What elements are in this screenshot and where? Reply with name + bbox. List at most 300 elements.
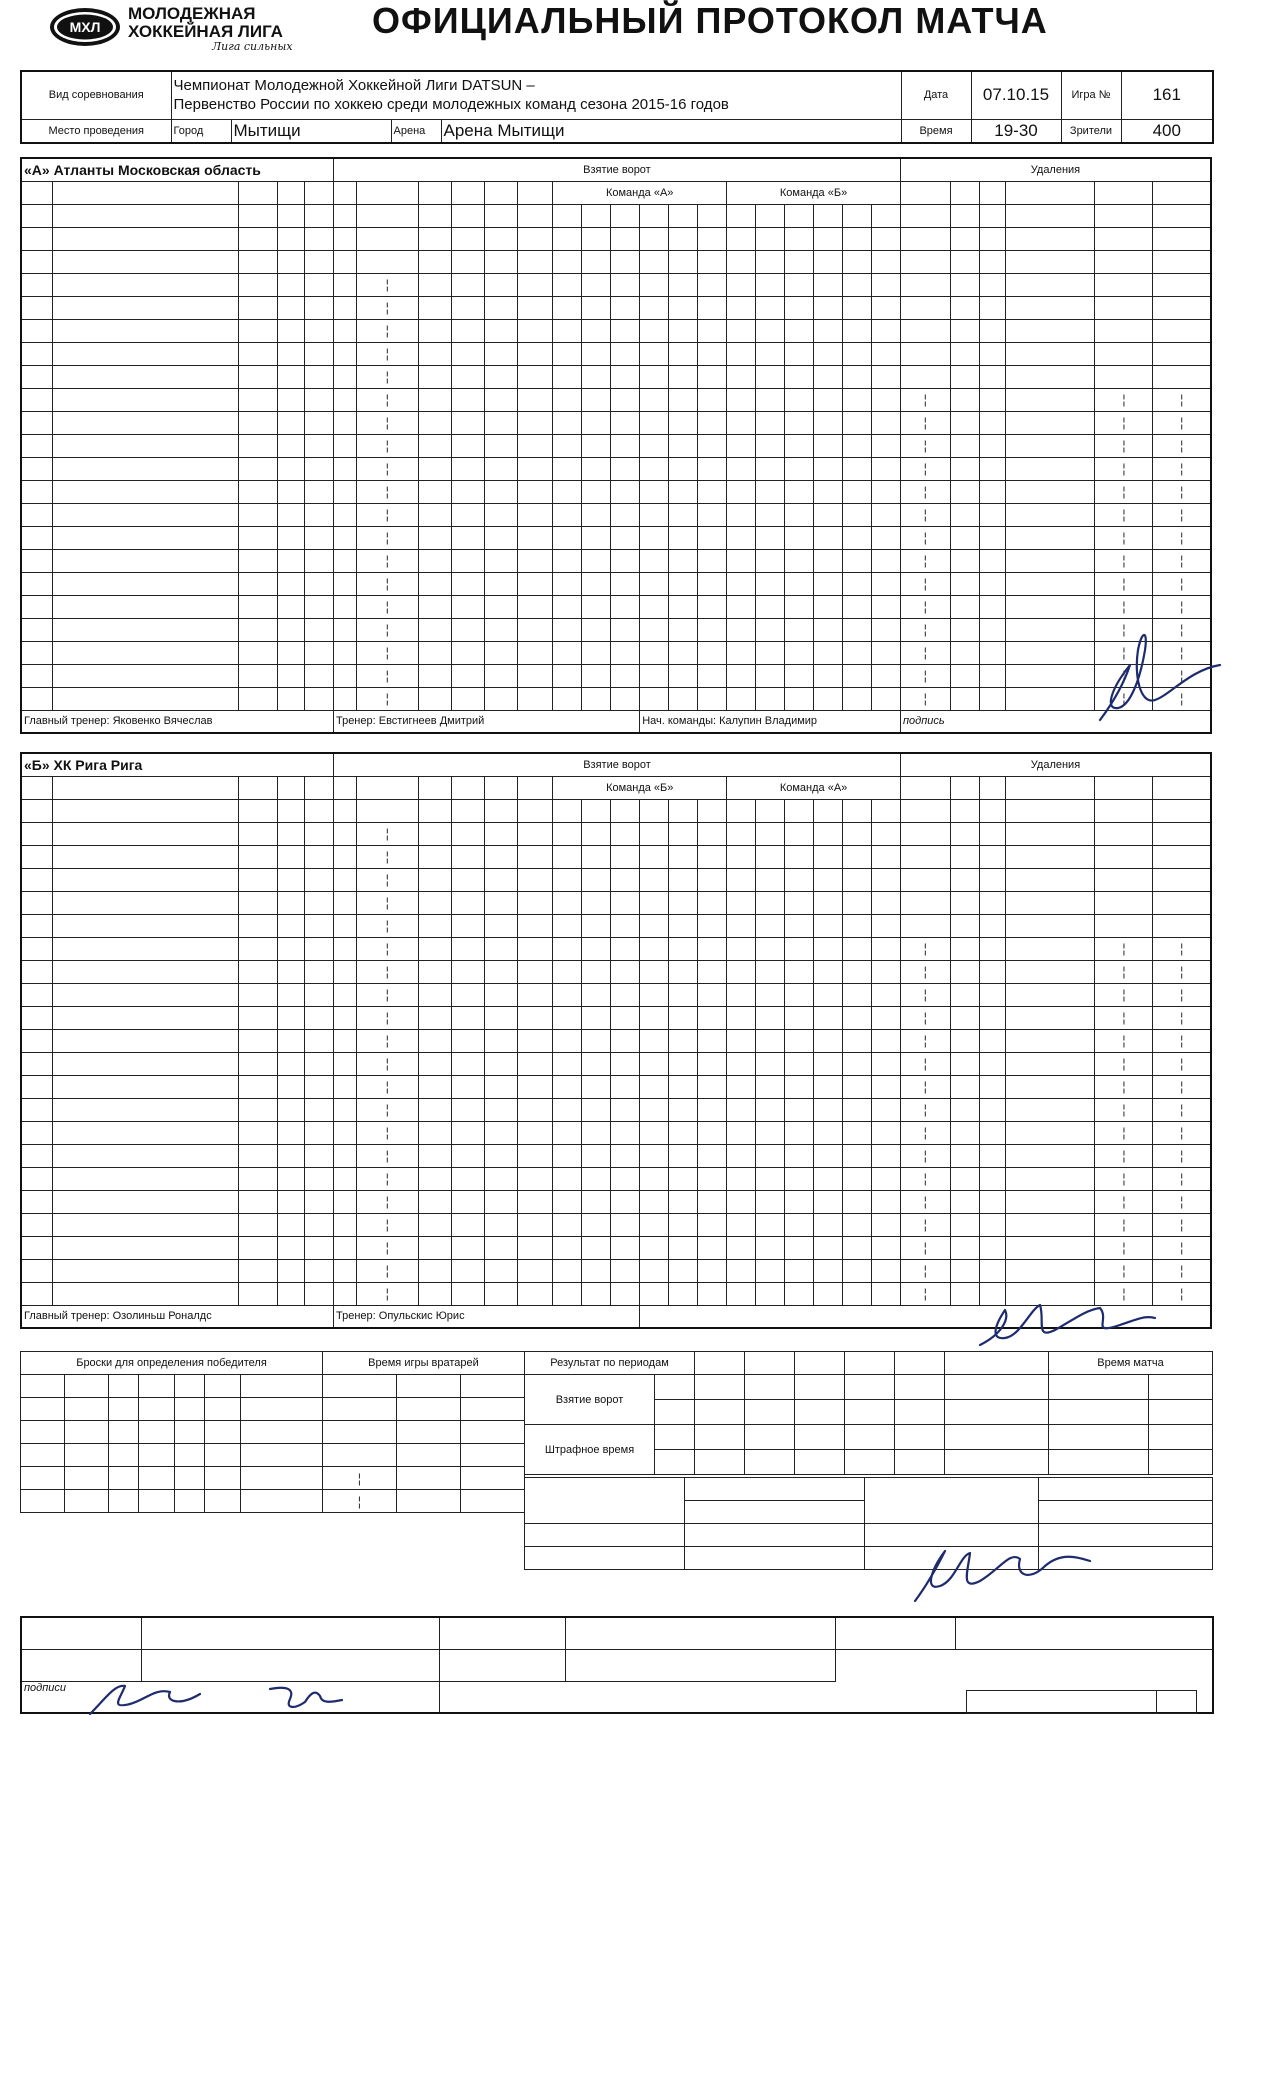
competition-line1: Чемпионат Молодежной Хоккейной Лиги DATSUN – (173, 77, 535, 95)
teamA.goals.1.a2 (485, 227, 518, 250)
col-own-team: Команда «А» (553, 181, 727, 204)
teamA.cols.no (21, 181, 52, 204)
teamB.players.6.no (21, 937, 52, 960)
teamA.pens.4.v (1006, 296, 1095, 319)
teamB.goals.0.own.4 (669, 799, 698, 822)
teamA.players.3.pos (278, 273, 305, 296)
teamA.players.10.name (52, 434, 238, 457)
summary.shootout.cols.4 (175, 1375, 205, 1398)
city: Мытищи (231, 119, 391, 143)
teamA.players.3.play (304, 273, 333, 296)
teamA.goals.1.opp.4 (842, 227, 871, 250)
summary.refs.remarks_label (967, 1691, 1157, 1714)
teamA.players.18.no (21, 618, 52, 641)
pim-label: Штрафное время (525, 1425, 655, 1475)
teamA.goals.1.t (356, 227, 418, 250)
summary.refs.inspector (955, 1617, 1213, 1649)
summary.officials.timekeeper_label (525, 1547, 685, 1570)
summary.periods.goalsA.1 (745, 1375, 795, 1400)
teamA.goals.2.n (333, 250, 356, 273)
player-row: ¦ ¦ ¦ ¦ (21, 526, 1211, 549)
teamA-goals-title: Взятие ворот (333, 158, 900, 181)
teamA.goals.0.own.3 (640, 204, 669, 227)
teamA.players.19.ka (238, 641, 277, 664)
signature-team-b (960, 1280, 1160, 1360)
player-row: ¦ ¦ ¦ ¦ (21, 434, 1211, 457)
summary.shootout.cols.0 (21, 1375, 65, 1398)
teamB.players.13.name (52, 1098, 238, 1121)
teamB.goals.0.opp.2 (785, 799, 814, 822)
teamB.players.16.name (52, 1167, 238, 1190)
teamA.pens.7.t (900, 365, 950, 388)
teamB.pens.4.min (979, 891, 1006, 914)
player-row: ¦ ¦ ¦ ¦ (21, 503, 1211, 526)
teamB.players.21.play (304, 1282, 333, 1305)
summary.periods.goalsB.3 (845, 1400, 895, 1425)
player-row (21, 250, 1211, 273)
teamA.pens.3.no (950, 273, 979, 296)
arena-label: Арена (391, 119, 441, 143)
teamB.players.16.pos (278, 1167, 305, 1190)
teamB.pens.1.v (1006, 822, 1095, 845)
teamA.pens.0.min (979, 204, 1006, 227)
teamA.players.20.ka (238, 664, 277, 687)
teamB-title: «Б» ХК Рига Рига (21, 753, 334, 776)
teamA.players.6.play (304, 342, 333, 365)
teamB.goals.0.a1 (451, 799, 484, 822)
summary.periods.goalsB.5 (945, 1400, 1049, 1425)
summary.periods.pimB.4 (895, 1450, 945, 1475)
player-row: ¦ ¦ ¦ ¦ (21, 480, 1211, 503)
teamB.goals.0.own.3 (640, 799, 669, 822)
teamB.players.0.pos (278, 799, 305, 822)
teamB.players.5.ka (238, 914, 277, 937)
player-row: ¦ (21, 273, 1211, 296)
teamB.players.10.name (52, 1029, 238, 1052)
summary-section (20, 1351, 1212, 1611)
teamB.players.15.no (21, 1144, 52, 1167)
city-label: Город (171, 119, 231, 143)
teamB.players.20.no (21, 1259, 52, 1282)
summary.officials.informer (685, 1524, 865, 1547)
summary.periods.pimB.1 (745, 1450, 795, 1475)
teamB.goals.0.own.1 (582, 799, 611, 822)
teamB.players.21.pos (278, 1282, 305, 1305)
teamA.cols.a2 (485, 181, 518, 204)
player-row: ¦ ¦ ¦ ¦ (21, 1144, 1211, 1167)
teamA.cols.time (356, 181, 418, 204)
player-row: ¦ (21, 891, 1211, 914)
teamB.players.17.pos (278, 1190, 305, 1213)
teamB.players.11.no (21, 1052, 52, 1075)
match-info-table (20, 70, 1214, 144)
teamA.players.5.pos (278, 319, 305, 342)
teamB.players.3.no (21, 868, 52, 891)
summary.periods.goalsB.0 (695, 1400, 745, 1425)
teamB.players.15.pos (278, 1144, 305, 1167)
summary.refs.line2 (565, 1649, 835, 1681)
teamB.players.8.pos (278, 983, 305, 1006)
teamB.players.11.play (304, 1052, 333, 1075)
teamA.players.17.name (52, 595, 238, 618)
teamA.players.12.play (304, 480, 333, 503)
teamB.goals.0.n (334, 799, 357, 822)
teamB.players.4.ka (238, 891, 277, 914)
teamA.players.7.ka (238, 365, 277, 388)
teamA.goals.1.is (518, 227, 553, 250)
match-time-table (1048, 1351, 1213, 1475)
teamB.players.3.pos (278, 868, 305, 891)
teamB.players.0.ka (238, 799, 277, 822)
teamB.goals.0.opp.5 (871, 799, 900, 822)
summary.mtime.toA_label (1049, 1425, 1149, 1450)
teamB.players.8.name (52, 983, 238, 1006)
teamA.cols.min (979, 181, 1006, 204)
teamA.pens.7.e (1153, 365, 1211, 388)
teamB.players.2.play (304, 845, 333, 868)
teamB.players.10.ka (238, 1029, 277, 1052)
teamA.cols.pno (950, 181, 979, 204)
summary.shootout.cols.2 (109, 1375, 139, 1398)
teamB.pens.2.v (1006, 845, 1095, 868)
teamB.pens.3.t (900, 868, 950, 891)
teamB.players.12.name (52, 1075, 238, 1098)
teamB.pens.4.e (1153, 891, 1211, 914)
player-row: ¦ ¦ ¦ ¦ (21, 983, 1211, 1006)
player-row: ¦ ¦ ¦ ¦ (21, 1190, 1211, 1213)
teamB.pens.4.t (900, 891, 950, 914)
teamB.cols.play (304, 776, 333, 799)
teamB.players.6.name (52, 937, 238, 960)
teamB.pens.2.no (950, 845, 979, 868)
player-row: ¦ ¦ ¦ ¦ (21, 641, 1211, 664)
teamA.players.19.pos (278, 641, 305, 664)
teamB-head-coach: Главный тренер: Озолиньш Роналдс (21, 1305, 334, 1328)
teamB.players.8.no (21, 983, 52, 1006)
teamA-sign-label: подпись (900, 710, 1211, 733)
teamA.goals.0.opp.1 (756, 204, 785, 227)
teamB.pens.5.t (900, 914, 950, 937)
teamB.cols.is (518, 776, 553, 799)
teamB.pens.4.s (1095, 891, 1153, 914)
teamB.players.7.ka (238, 960, 277, 983)
teamB.pens.2.e (1153, 845, 1211, 868)
player-row: ¦ (21, 822, 1211, 845)
summary.periods.goalsA.5 (945, 1375, 1049, 1400)
teamA.players.3.ka (238, 273, 277, 296)
summary.periods.pimB.0 (695, 1450, 745, 1475)
teamB-goals-title: Взятие ворот (334, 753, 901, 776)
summary.periods.teamA (655, 1425, 695, 1450)
teamB.pens.1.e (1153, 822, 1211, 845)
summary.officials.informer_label (525, 1524, 685, 1547)
teamA.players.9.name (52, 411, 238, 434)
summary.periods.pimB.2 (795, 1450, 845, 1475)
player-row: ¦ ¦ ¦ ¦ (21, 457, 1211, 480)
summary.goalie.rows.1.0 (323, 1421, 397, 1444)
teamA.players.17.ka (238, 595, 277, 618)
teamB.players.0.play (304, 799, 333, 822)
teamA.players.12.no (21, 480, 52, 503)
teamB.cols.ptime (900, 776, 950, 799)
summary.periods.cols.0 (695, 1352, 745, 1375)
teamA.goals.1.own.3 (640, 227, 669, 250)
teamB.players.7.play (304, 960, 333, 983)
shootout-table (20, 1351, 323, 1513)
teamA.pens.1.s (1095, 227, 1153, 250)
teamA.cols.n (333, 181, 356, 204)
teamB.goals.0.t (356, 799, 418, 822)
teamA.cols.g (418, 181, 451, 204)
teamA.players.12.pos (278, 480, 305, 503)
teamB.players.5.name (52, 914, 238, 937)
teamB.cols.g (418, 776, 451, 799)
teamA.goals.1.opp.1 (756, 227, 785, 250)
teamB.players.0.name (52, 799, 238, 822)
teamB.players.6.play (304, 937, 333, 960)
officials-table (524, 1477, 1213, 1570)
teamA.cols.play (304, 181, 333, 204)
teamB-protocol-table (20, 752, 1212, 1329)
teamA.goals.1.n (333, 227, 356, 250)
signature-secretary (900, 1531, 1100, 1611)
teamB.players.9.play (304, 1006, 333, 1029)
time-label: Время (901, 119, 971, 143)
teamB.players.12.pos (278, 1075, 305, 1098)
teamA.goals.2.opp.4 (842, 250, 871, 273)
signature-referees (70, 1674, 400, 1719)
teamA.players.6.no (21, 342, 52, 365)
summary.periods.pimA.3 (845, 1425, 895, 1450)
teamA.goals.2.own.1 (582, 250, 611, 273)
summary.goalie.cols.1 (397, 1375, 461, 1398)
teamB.players.1.name (52, 822, 238, 845)
teamA.players.17.pos (278, 595, 305, 618)
teamA.pens.0.no (950, 204, 979, 227)
teamA-protocol-table (20, 157, 1212, 734)
summary.periods.cols.2 (795, 1352, 845, 1375)
summary.periods.cols.4 (895, 1352, 945, 1375)
teamB.players.12.play (304, 1075, 333, 1098)
teamB.players.19.name (52, 1236, 238, 1259)
player-row: ¦ ¦ ¦ ¦ (21, 411, 1211, 434)
teamB.goals.0.g (418, 799, 451, 822)
referees-section (20, 1616, 1212, 1716)
summary.officials.pen_judge1 (1039, 1478, 1213, 1501)
teamA.pens.1.v (1006, 227, 1095, 250)
teamB.players.15.ka (238, 1144, 277, 1167)
teamA.players.11.name (52, 457, 238, 480)
teamA.players.5.no (21, 319, 52, 342)
venue-label: Место проведения (21, 119, 171, 143)
teamB.players.2.name (52, 845, 238, 868)
teamB.pens.5.v (1006, 914, 1095, 937)
teamA.players.17.play (304, 595, 333, 618)
player-row: ¦ ¦ ¦ ¦ (21, 1098, 1211, 1121)
teamA.pens.3.t (900, 273, 950, 296)
teamB.players.2.ka (238, 845, 277, 868)
summary.shootout.cols.1 (65, 1375, 109, 1398)
summary.refs.remarks (1157, 1691, 1197, 1714)
teamA.pens.0.e (1153, 204, 1211, 227)
teamA.players.2.ka (238, 250, 277, 273)
teamA.players.4.name (52, 296, 238, 319)
teamB.players.4.play (304, 891, 333, 914)
teamA.pens.2.v (1006, 250, 1095, 273)
teamA.players.9.no (21, 411, 52, 434)
teamA.goals.0.t (356, 204, 418, 227)
logo-text: МХЛ (69, 19, 101, 35)
player-row: ¦ ¦ ¦ ¦ (21, 1259, 1211, 1282)
goals-label: Взятие ворот (525, 1375, 655, 1425)
summary.officials.pen_judges_label (865, 1478, 1039, 1524)
teamA-team-chief: Нач. команды: Калупин Владимир (640, 710, 901, 733)
player-row: ¦ ¦ ¦ ¦ (21, 1052, 1211, 1075)
teamB.players.9.no (21, 1006, 52, 1029)
teamB.players.17.name (52, 1190, 238, 1213)
col-own-team: Команда «Б» (553, 776, 727, 799)
teamB.players.8.play (304, 983, 333, 1006)
teamB.pens.5.min (979, 914, 1006, 937)
player-row: ¦ ¦ ¦ ¦ (21, 572, 1211, 595)
teamB.goals.0.is (518, 799, 553, 822)
teamA.players.3.no (21, 273, 52, 296)
teamB.players.12.ka (238, 1075, 277, 1098)
teamB.players.6.ka (238, 937, 277, 960)
teamA.goals.2.opp.0 (727, 250, 756, 273)
teamA.pens.4.no (950, 296, 979, 319)
col-opp-team: Команда «А» (727, 776, 901, 799)
teamB.players.5.play (304, 914, 333, 937)
teamA.goals.1.a1 (451, 227, 484, 250)
teamB.players.13.pos (278, 1098, 305, 1121)
teamB.players.19.no (21, 1236, 52, 1259)
teamB.cols.pos (278, 776, 305, 799)
period-results-table (524, 1351, 1049, 1475)
teamA.goals.1.opp.5 (871, 227, 900, 250)
teamA.cols.is (518, 181, 553, 204)
teamA.pens.3.e (1153, 273, 1211, 296)
teamA.players.21.name (52, 687, 238, 710)
summary.mtime.end_label (1049, 1400, 1149, 1425)
teamB.players.11.ka (238, 1052, 277, 1075)
teamB.players.4.name (52, 891, 238, 914)
goalie-row (323, 1398, 525, 1421)
periods-title: Результат по периодам (525, 1352, 695, 1375)
summary.officials.goal_judge1 (685, 1478, 865, 1501)
summary.goalie.rows.0.0 (323, 1398, 397, 1421)
summary.periods.goalsB.1 (745, 1400, 795, 1425)
teamB.players.18.name (52, 1213, 238, 1236)
summary.periods.goalsB.4 (895, 1400, 945, 1425)
teamB.players.17.play (304, 1190, 333, 1213)
teamA.goals.0.opp.3 (814, 204, 843, 227)
teamB.players.13.no (21, 1098, 52, 1121)
teamB.cols.name (52, 776, 238, 799)
teamA.players.7.play (304, 365, 333, 388)
teamB.players.3.ka (238, 868, 277, 891)
teamA.players.1.ka (238, 227, 277, 250)
summary.goalie.rows.1.1 (397, 1421, 461, 1444)
teamB.pens.3.min (979, 868, 1006, 891)
teamB.players.20.play (304, 1259, 333, 1282)
teamA.pens.6.min (979, 342, 1006, 365)
teamB.pens.1.t (900, 822, 950, 845)
teamB.players.20.pos (278, 1259, 305, 1282)
player-row: ¦ (21, 365, 1211, 388)
teamB.pens.0.min (979, 799, 1006, 822)
teamB.pens.5.e (1153, 914, 1211, 937)
teamA.players.7.no (21, 365, 52, 388)
teamA.pens.2.e (1153, 250, 1211, 273)
teamB.goals.0.own.0 (553, 799, 582, 822)
teamA.players.11.pos (278, 457, 305, 480)
teamA.players.11.ka (238, 457, 277, 480)
teamB.players.10.play (304, 1029, 333, 1052)
summary.goalie.rows.2.0 (323, 1444, 397, 1467)
competition-label: Вид соревнования (21, 71, 171, 119)
summary.periods.teamB (655, 1400, 695, 1425)
summary.periods.goalsB.2 (795, 1400, 845, 1425)
player-row: ¦ ¦ ¦ ¦ (21, 1121, 1211, 1144)
teamA.players.0.no (21, 204, 52, 227)
teamA.goals.0.own.1 (582, 204, 611, 227)
teamA.players.6.name (52, 342, 238, 365)
teamB.goals.0.opp.4 (843, 799, 872, 822)
teamB.players.2.no (21, 845, 52, 868)
teamB.players.9.pos (278, 1006, 305, 1029)
goalie-time-table: Время игры вратарей ¦ ¦ (322, 1351, 525, 1513)
teamA.players.9.play (304, 411, 333, 434)
teamB.players.13.ka (238, 1098, 277, 1121)
teamA.players.6.pos (278, 342, 305, 365)
teamB.players.18.play (304, 1213, 333, 1236)
date-label: Дата (901, 71, 971, 119)
teamB.pens.4.v (1006, 891, 1095, 914)
teamA.goals.2.t (356, 250, 418, 273)
spectators: 400 (1121, 119, 1213, 143)
teamB.pens.1.min (979, 822, 1006, 845)
teamA.pens.5.v (1006, 319, 1095, 342)
summary.refs.line_label (439, 1649, 565, 1681)
summary.periods.teamA (655, 1375, 695, 1400)
teamB.pens.5.no (950, 914, 979, 937)
teamA.goals.0.n (333, 204, 356, 227)
summary.refs.main1 (141, 1617, 439, 1649)
teamA.pens.5.e (1153, 319, 1211, 342)
teamA.players.19.no (21, 641, 52, 664)
teamB.players.14.name (52, 1121, 238, 1144)
teamA.players.20.no (21, 664, 52, 687)
player-row: ¦ (21, 296, 1211, 319)
teamA.players.20.name (52, 664, 238, 687)
teamB.cols.time (356, 776, 418, 799)
summary.mtime.toB (1149, 1450, 1213, 1475)
match-time: 19-30 (971, 119, 1061, 143)
teamA.pens.7.min (979, 365, 1006, 388)
summary.periods.pimA.5 (945, 1425, 1049, 1450)
teamB.players.10.no (21, 1029, 52, 1052)
teamA.cols.ptime (900, 181, 950, 204)
teamA.players.2.name (52, 250, 238, 273)
summary.shootout.cols.5 (205, 1375, 241, 1398)
teamA.players.2.no (21, 250, 52, 273)
teamA.players.15.no (21, 549, 52, 572)
goalie-row (323, 1444, 525, 1467)
teamA.players.5.ka (238, 319, 277, 342)
teamB.pens.0.s (1095, 799, 1153, 822)
teamB.pens.2.s (1095, 845, 1153, 868)
